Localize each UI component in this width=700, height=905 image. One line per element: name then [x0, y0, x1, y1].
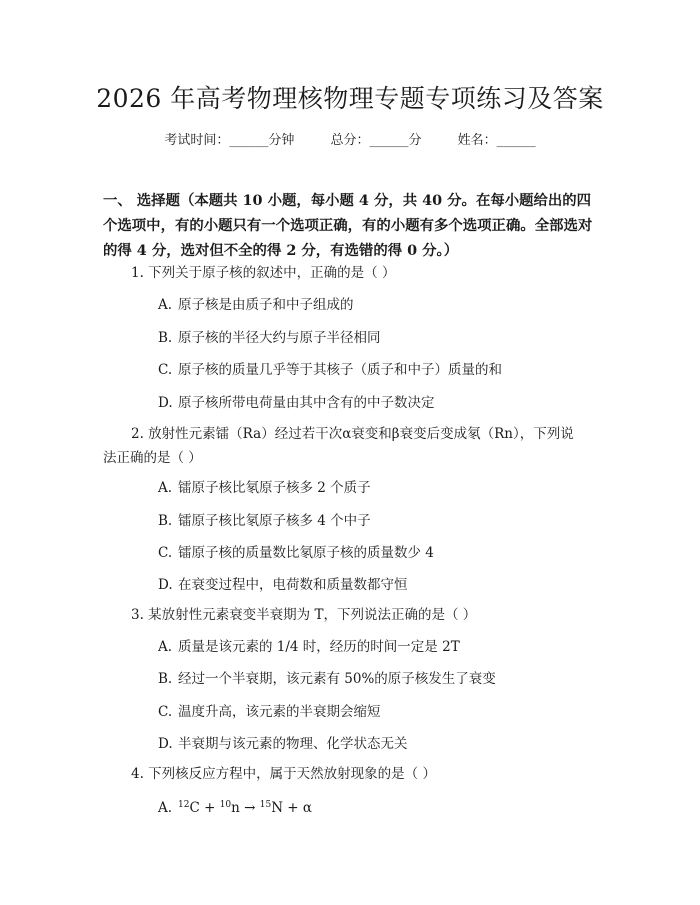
option-text: 镭原子核比氡原子核多 2 个质子 — [178, 480, 371, 496]
option-text: 原子核是由质子和中子组成的 — [178, 297, 354, 313]
option-text: 镭原子核的质量数比氡原子核的质量数少 4 — [178, 545, 434, 561]
option-text: 经过一个半衰期，该元素有 50%的原子核发生了衰变 — [178, 671, 496, 687]
question-3-option-a — [158, 636, 598, 658]
option-letter: B. — [158, 671, 173, 687]
exam-info-line — [0, 132, 700, 150]
question-2-stem: 2. 放射性元素镭（Ra）经过若干次α衰变和β衰变后变成氡（Rn），下列说 — [131, 426, 574, 442]
option-letter: C. — [158, 362, 173, 378]
mass-number: 12 — [178, 800, 190, 810]
option-text: 在衰变过程中，电荷数和质量数都守恒 — [178, 577, 408, 593]
option-text: 原子核的质量几乎等于其核子（质子和中子）质量的和 — [178, 362, 502, 378]
question-1-option-d — [158, 392, 598, 414]
option-letter: D. — [158, 395, 173, 411]
question-3-stem: 3. 某放射性元素衰变半衰期为 T，下列说法正确的是（ ） — [131, 607, 477, 623]
question-2-option-c — [158, 542, 598, 564]
option-text: 原子核的半径大约与原子半径相同 — [178, 330, 381, 346]
exam-time-field: 考试时间：______分钟 — [164, 133, 295, 148]
question-4-option-a — [158, 794, 598, 819]
mass-number: 10 — [219, 800, 232, 810]
option-letter: D. — [158, 577, 173, 593]
option-text: 原子核所带电荷量由其中含有的中子数决定 — [178, 395, 435, 411]
option-letter: D. — [158, 736, 173, 752]
question-1-stem: 1. 下列关于原子核的叙述中，正确的是（ ） — [131, 265, 396, 281]
student-name-field: 姓名：______ — [457, 133, 536, 148]
option-letter: A. — [158, 480, 173, 496]
option-letter: A. — [158, 800, 173, 816]
question-1-option-c — [158, 359, 598, 381]
question-2-option-a — [158, 477, 598, 499]
question-3-option-b — [158, 668, 598, 690]
equation-part: n → — [231, 800, 260, 816]
total-score-field: 总分：______分 — [330, 133, 422, 148]
section-heading: 一、 选择题（本题共 10 小题，每小题 4 分，共 40 分。在每小题给出的四个选项中，有的小题只有一个选项正确，有的小题有多个选项正确。全部选对的得 4 分，选对但不全的得 2 分，有选错的得 0 分。） — [103, 192, 593, 259]
option-letter: B. — [158, 513, 173, 529]
option-letter: C. — [158, 704, 173, 720]
question-2-option-b — [158, 510, 598, 532]
question-3-option-d — [158, 733, 598, 755]
page-title: 2026 年高考物理核物理专题专项练习及答案 — [96, 84, 604, 113]
equation-part: C + — [189, 800, 220, 816]
question-2-stem-continued: 法正确的是（ ） — [103, 450, 202, 466]
option-letter: A. — [158, 639, 173, 655]
option-text: 温度升高，该元素的半衰期会缩短 — [178, 704, 381, 720]
option-text: 半衰期与该元素的物理、化学状态无关 — [178, 736, 408, 752]
option-letter: B. — [158, 330, 173, 346]
equation-part: N + α — [271, 800, 313, 816]
question-1-option-a — [158, 294, 598, 316]
mass-number: 15 — [259, 800, 272, 810]
question-2-option-d — [158, 574, 598, 596]
question-4-stem: 4. 下列核反应方程中，属于天然放射现象的是（ ） — [131, 766, 436, 782]
option-text: 镭原子核比氡原子核多 4 个中子 — [178, 513, 371, 529]
question-1-option-b — [158, 327, 598, 349]
option-letter: A. — [158, 297, 173, 313]
option-letter: C. — [158, 545, 173, 561]
question-3-option-c — [158, 701, 598, 723]
option-text: 质量是该元素的 1/4 时，经历的时间一定是 2T — [178, 639, 460, 655]
